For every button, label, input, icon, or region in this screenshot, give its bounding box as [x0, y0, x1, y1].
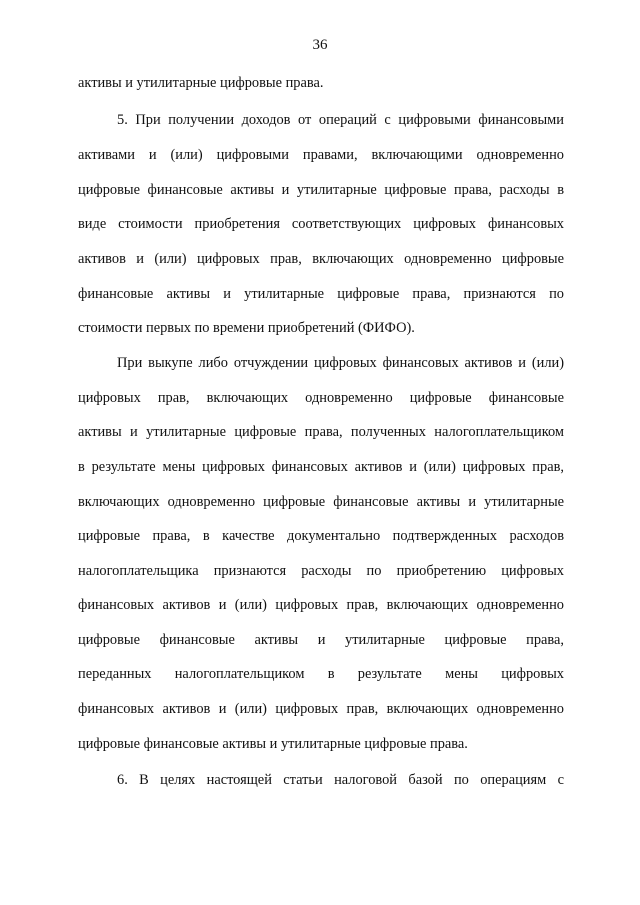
text-line: 5. При получении доходов от операций с цифровыми финансовыми [117, 112, 564, 128]
text-line: в результате мены цифровых финансовых активов и (или) цифровых прав, [78, 459, 564, 475]
text-line: цифровые права, в качестве документально подтвержденных расходов [78, 528, 564, 544]
text-line: переданных налогоплательщиком в результате мены цифровых [78, 666, 564, 682]
text-line: стоимости первых по времени приобретений (ФИФО). [78, 320, 415, 336]
text-line: При выкупе либо отчуждении цифровых финансовых активов и (или) [117, 355, 564, 371]
text-line: налогоплательщика признаются расходы по приобретению цифровых [78, 563, 564, 579]
text-line: виде стоимости приобретения соответствующих цифровых финансовых [78, 216, 564, 232]
page-number: 36 [312, 37, 328, 53]
text-line: 6. В целях настоящей статьи налоговой базой по операциям с [117, 772, 564, 788]
text-line: цифровые финансовые активы и утилитарные цифровые права. [78, 736, 468, 752]
text-line: активы и утилитарные цифровые права. [78, 75, 324, 91]
text-line: цифровые финансовые активы и утилитарные цифровые права, расходы в [78, 182, 564, 198]
text-line: финансовых активов и (или) цифровых прав, включающих одновременно [78, 701, 564, 717]
text-line: активы и утилитарные цифровые права, полученных налогоплательщиком [78, 424, 564, 440]
text-line: активов и (или) цифровых прав, включающих одновременно цифровые [78, 251, 564, 267]
text-line: цифровые финансовые активы и утилитарные цифровые права, [78, 632, 564, 648]
text-line: финансовых активов и (или) цифровых прав, включающих одновременно [78, 597, 564, 613]
text-line: цифровых прав, включающих одновременно цифровые финансовые [78, 390, 564, 406]
text-line: включающих одновременно цифровые финансовые активы и утилитарные [78, 494, 564, 510]
text-line: активами и (или) цифровыми правами, включающими одновременно [78, 147, 564, 163]
text-line: финансовые активы и утилитарные цифровые права, признаются по [78, 286, 564, 302]
